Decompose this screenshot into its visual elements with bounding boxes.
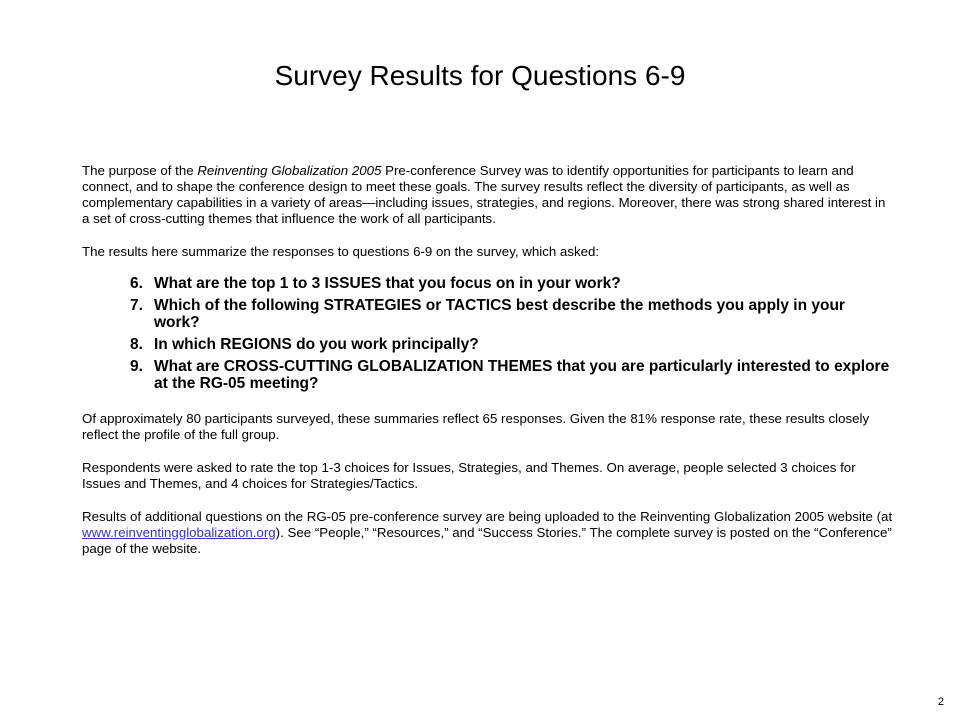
- question-text: What are CROSS-CUTTING GLOBALIZATION THEMES that you are particularly interested to explore at the RG-05 meeting?: [154, 358, 890, 392]
- question-text: What are the top 1 to 3 ISSUES that you focus on in your work?: [154, 275, 621, 292]
- question-item: [130, 297, 894, 331]
- document-body: [82, 163, 894, 557]
- question-number: 8.: [130, 336, 143, 353]
- survey-name: Reinventing Globalization 2005: [197, 163, 382, 178]
- additional-paragraph: [82, 509, 894, 557]
- additional-text-end: ). See “People,” “Resources,” and “Success Stories.” The complete survey is posted on the “Conference” page of the website.: [82, 525, 892, 556]
- intro-text-end: Pre-conference Survey was to identify opportunities for participants to learn and connect, and to shape the conference design to meet these goals. The survey results reflect the diversity of participants, as well as complementary capabilities in a variety of areas—including issues, strategies, and regions. Moreover, there was strong shared interest in a set of cross-cutting themes that influence the work of all participants.: [82, 163, 886, 226]
- page-number: 2: [937, 696, 944, 708]
- rating-paragraph: Respondents were asked to rate the top 1-3 choices for Issues, Strategies, and Themes. On average, people selected 3 choices for Issues and Themes, and 4 choices for Strategies/Tactics.: [82, 460, 856, 491]
- website-link[interactable]: www.reinventingglobalization.org: [82, 525, 276, 540]
- intro-paragraph: [82, 163, 894, 227]
- question-number: 6.: [130, 275, 143, 292]
- response-paragraph: Of approximately 80 participants surveyed, these summaries reflect 65 responses. Given the 81% response rate, these results closely reflect the profile of the full group.: [82, 411, 870, 442]
- question-list: [82, 275, 894, 392]
- question-number: 7.: [130, 297, 143, 314]
- intro-text-start: The purpose of the: [82, 163, 198, 178]
- question-text: Which of the following STRATEGIES or TACTICS best describe the methods you apply in your work?: [154, 297, 845, 331]
- question-item: [130, 336, 894, 353]
- additional-text-start: Results of additional questions on the RG-05 pre-conference survey are being uploaded to the Reinventing Globalization 2005 website (at: [82, 509, 893, 524]
- lead-in-paragraph: The results here summarize the responses to questions 6-9 on the survey, which asked:: [82, 244, 600, 259]
- page-title: Survey Results for Questions 6-9: [274, 60, 686, 91]
- question-item: [130, 358, 894, 392]
- question-text: In which REGIONS do you work principally?: [154, 336, 479, 353]
- question-number: 9.: [130, 358, 143, 375]
- question-item: [130, 275, 894, 292]
